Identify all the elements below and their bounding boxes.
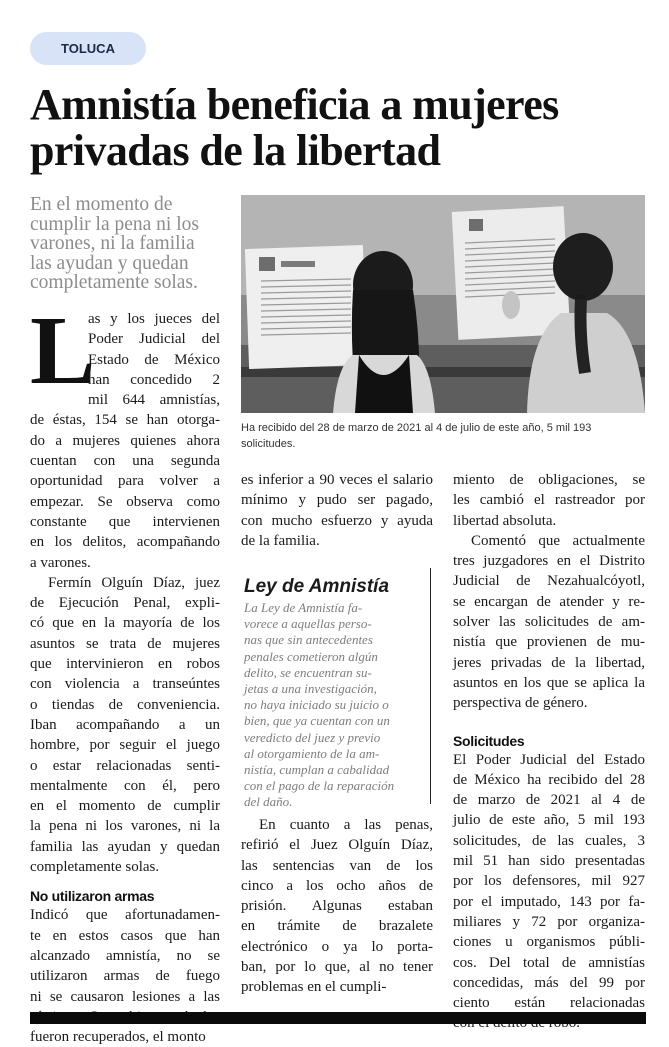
text-line: có que en la mayoría de los [30, 615, 220, 632]
drop-cap: L [30, 297, 96, 405]
sidebar-box-line: nistía, cumplan a cabalidad [244, 762, 390, 778]
text-line: En cuanto a las penas, [259, 817, 433, 833]
bottom-rule [30, 1012, 646, 1024]
text-line: tres juzgadores en el Distrito [453, 553, 645, 570]
text-line: refirió el Juez Olguín Díaz, [241, 837, 433, 854]
text-line: han concedido 2 [88, 371, 220, 388]
text-line: de México ha recibido del 28 [453, 771, 645, 788]
column-2-bottom [241, 815, 433, 998]
sidebar-box-line: delito, se encuentran su- [244, 664, 372, 680]
text-line: constante que intervienen [30, 513, 220, 530]
text-line: mil 644 amnistías, [88, 392, 220, 409]
text-line: miliares y 72 por organiza- [453, 913, 645, 930]
photo-women-reading-notices [241, 195, 645, 413]
section-tag: TOLUCA [30, 32, 146, 65]
subhead-no-weapons: No utilizaron armas [30, 888, 155, 905]
text-line: perspectiva de género. [453, 695, 588, 712]
text-line: Comentó que actualmente [471, 532, 645, 549]
sidebar-box-line: vorece a aquellas perso- [244, 616, 372, 632]
paragraph-judges-nezahualcoyotl [453, 531, 645, 714]
photo-caption [241, 420, 647, 452]
sidebar-box-line: penales cometieron algún [244, 648, 378, 664]
text-line: Fermín Olguín Díaz, juez [48, 574, 220, 591]
sidebar-box-line: al otorgamiento de la am- [244, 745, 380, 761]
text-line: se encargan de atender y re- [453, 593, 645, 610]
text-line: ciento están relacionadas [453, 995, 645, 1012]
text-line: de marzo de 2021 al 4 de [453, 792, 645, 809]
column-2-top [241, 470, 433, 551]
text-line: utilizaron armas de fuego [30, 968, 220, 985]
subhead-solicitudes: Solicitudes [453, 732, 525, 749]
text-line: electrónico o ya lo porta- [241, 938, 433, 955]
article-photo [241, 195, 645, 413]
sidebar-box-line: nas que sin antecedentes [244, 632, 373, 648]
text-line: te en estos casos que han [30, 927, 220, 944]
caption-line: Ha recibido del 28 de marzo de 2021 al 4 de julio de este año, 5 mil 193 [241, 422, 592, 434]
text-line: Indicó que afortunadamen- [30, 907, 220, 924]
text-line: con mucho esfuerzo y ayuda [241, 512, 433, 529]
text-line: cinco a los ocho años de [241, 877, 433, 894]
deck-line: cumplir la pena ni los [30, 213, 199, 235]
text-line: as y los jueces del [88, 311, 220, 327]
text-line: jeres privadas de la libertad, [453, 654, 645, 671]
text-line: hombre, por seguir el juego [30, 737, 220, 754]
text-line: con violencia a transeúntes [30, 676, 220, 693]
text-line: nistía que provienen de mu- [453, 634, 645, 651]
deck-subtitle [30, 195, 230, 293]
text-line: solicitudes, de las cuales, 3 [453, 832, 645, 849]
text-line: que intervinieron en robos [30, 656, 220, 673]
deck-line: En el momento de [30, 194, 173, 215]
text-line: do a mujeres quienes ahora [30, 432, 220, 449]
column-1 [30, 309, 220, 1047]
paragraph-intro [30, 309, 220, 573]
text-line: Judicial de Nezahualcóyotl, [453, 573, 645, 590]
text-line: alcanzado amnistía, no se [30, 947, 220, 964]
sidebar-box-text [244, 600, 430, 811]
sidebar-box-line: jetas a una investigación, [244, 681, 377, 697]
text-line: mil 51 han sido presentadas [453, 853, 645, 870]
text-line: o tiendas de conveniencia. [30, 696, 220, 713]
text-line: de la familia. [241, 532, 320, 549]
headline-line: Amnistía beneficia a mujeres [30, 80, 559, 129]
text-line: cuentan con una segunda [30, 453, 220, 470]
text-line: en el momento de cumplir [30, 798, 220, 815]
caption-line: solicitudes. [241, 438, 296, 450]
column-3 [453, 470, 645, 1034]
sidebar-box-line: bien, que ya cuentan con un [244, 713, 390, 729]
text-line: por los defensores, mil 927 [453, 873, 645, 890]
text-line: ni se causaron lesiones a las [30, 988, 220, 1005]
text-line: Iban acompañando a un [30, 716, 220, 733]
text-line: asuntos en los que se aplica la [453, 674, 645, 691]
text-line: solver las solicitudes de am- [453, 614, 645, 631]
text-line: oportunidad para volver a [30, 473, 220, 490]
text-line: ban, por lo que, al no tener [241, 959, 433, 976]
paragraph-amount [241, 470, 433, 551]
headline [30, 82, 655, 174]
headline-line: privadas de la libertad [30, 126, 441, 175]
text-line: concedidas, más del 99 por [453, 974, 645, 991]
paragraph-obligations [453, 470, 645, 531]
text-line: miento de obligaciones, se [453, 472, 645, 488]
text-line: en trámite de brazalete [241, 918, 433, 935]
text-line: de Ejecución Penal, expli- [30, 595, 220, 612]
text-line: ciones u organismos públi- [453, 934, 645, 951]
text-line: familia las ayudan y quedan [30, 838, 220, 855]
text-line: por el imputado, 143 por fa- [453, 893, 645, 910]
paragraph-no-weapons [30, 905, 220, 1047]
deck-line: las ayudan y quedan [30, 252, 189, 274]
text-line: la pena ni los varones, ni la [30, 818, 220, 835]
text-line: libertad absoluta. [453, 512, 557, 529]
text-line: en los delitos, acompañando [30, 534, 220, 551]
text-line: a varones. [30, 554, 91, 571]
sidebar-box-line: La Ley de Amnistía fa- [244, 600, 363, 615]
text-line: las sentencias van de los [241, 857, 433, 874]
text-line: problemas en el cumpli- [241, 979, 387, 996]
sidebar-box-title: Ley de Amnistía [244, 576, 390, 597]
text-line: mentalmente con él, pero [30, 777, 220, 794]
text-line: les cambió el rastreador por [453, 492, 645, 509]
sidebar-box-line: no haya iniciado su juicio o [244, 697, 389, 713]
text-line: es inferior a 90 veces el salario [241, 472, 433, 488]
text-line: Poder Judicial del [88, 331, 220, 348]
text-line: Estado de México [88, 351, 220, 368]
text-line: asuntos se trata de mujeres [30, 635, 220, 652]
text-line: mínimo y pudo ser pagado, [241, 492, 433, 509]
text-line: cos. Del total de amnistías [453, 954, 645, 971]
sidebar-box-line: con el pago de la reparación [244, 778, 395, 794]
sidebar-box-line: veredicto del juez y previo [244, 729, 381, 745]
text-line: fueron recuperados, el monto [30, 1029, 206, 1046]
text-line: empezar. Se observa como [30, 493, 220, 510]
paragraph-sentences [241, 815, 433, 998]
text-line: o estar relacionadas senti- [30, 757, 220, 774]
deck-line: varones, ni la familia [30, 233, 195, 254]
paragraph-solicitudes [453, 750, 645, 1034]
sidebar-box-line: del daño. [244, 794, 293, 810]
text-line: de éstas, 154 se han otorga- [30, 412, 220, 429]
paragraph-judge-explanation [30, 573, 220, 877]
text-line: completamente solas. [30, 859, 160, 876]
text-line: El Poder Judicial del Estado [453, 751, 645, 768]
text-line: julio de este año, 5 mil 193 [453, 812, 645, 829]
sidebar-box-ley-de-amnistia [237, 568, 431, 810]
text-line: prisión. Algunas estaban [241, 898, 433, 915]
deck-line: completamente solas. [30, 272, 198, 293]
